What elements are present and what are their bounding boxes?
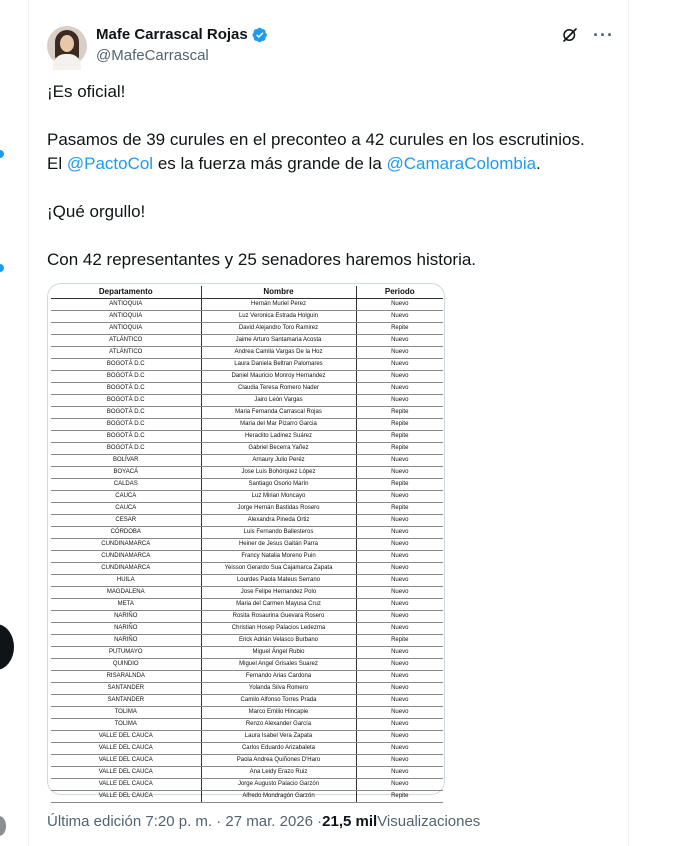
name-cell: Jorge Hernán Bastidas Rosero	[201, 502, 356, 514]
department-cell: ANTIOQUIA	[51, 298, 201, 310]
department-cell: NARIÑO	[51, 622, 201, 634]
period-cell: Nuevo	[356, 754, 443, 766]
period-cell: Nuevo	[356, 454, 443, 466]
period-cell: Nuevo	[356, 778, 443, 790]
period-cell: Repite	[356, 790, 443, 802]
department-cell: ANTIOQUIA	[51, 310, 201, 322]
department-cell: CUNDINAMARCA	[51, 562, 201, 574]
period-cell: Nuevo	[356, 394, 443, 406]
department-cell: BOLÍVAR	[51, 454, 201, 466]
period-cell: Nuevo	[356, 550, 443, 562]
name-cell: Heraclito Ladinez Suárez	[201, 430, 356, 442]
table-row	[51, 478, 443, 490]
tweet-actions-top	[561, 26, 614, 44]
name-cell: Miguel Angel Grisales Suarez	[201, 658, 356, 670]
department-cell: CÓRDOBA	[51, 526, 201, 538]
tweet-line: Con 42 representantes y 25 senadores haremos historia.	[47, 250, 477, 269]
table-row	[51, 358, 443, 370]
table-row	[51, 646, 443, 658]
representatives-table	[51, 286, 443, 803]
table-row	[51, 382, 443, 394]
name-cell: Alfredo Mondragón Garzón	[201, 790, 356, 802]
department-cell: VALLE DEL CAUCA	[51, 742, 201, 754]
period-cell: Nuevo	[356, 562, 443, 574]
period-cell: Nuevo	[356, 766, 443, 778]
column-header: Nombre	[201, 286, 356, 298]
table-row	[51, 442, 443, 454]
department-cell: CAUCA	[51, 490, 201, 502]
more-options-icon[interactable]: ···	[593, 25, 614, 45]
name-cell: Heiner de Jesus Gaitán Parra	[201, 538, 356, 550]
department-cell: VALLE DEL CAUCA	[51, 754, 201, 766]
table-row	[51, 778, 443, 790]
name-cell: Luz Mirian Moncayo	[201, 490, 356, 502]
column-header: Periodo	[356, 286, 443, 298]
table-row	[51, 694, 443, 706]
tweet-image[interactable]	[47, 283, 445, 799]
name-cell: Jose Luis Bohórquez López	[201, 466, 356, 478]
period-cell: Nuevo	[356, 526, 443, 538]
table-row	[51, 394, 443, 406]
period-cell: Repite	[356, 322, 443, 334]
department-cell: BOGOTÁ D.C	[51, 406, 201, 418]
table-row	[51, 730, 443, 742]
period-cell: Nuevo	[356, 670, 443, 682]
name-cell: Luz Veronica Estrada Holguin	[201, 310, 356, 322]
name-cell: Daniel Mauricio Monroy Hernandez	[201, 370, 356, 382]
table-row	[51, 406, 443, 418]
name-cell: Alexandra Pineda Ortiz	[201, 514, 356, 526]
department-cell: CESAR	[51, 514, 201, 526]
period-cell: Nuevo	[356, 610, 443, 622]
tweet-line	[47, 152, 607, 176]
tweet-text	[47, 80, 607, 272]
table-row	[51, 718, 443, 730]
period-cell: Repite	[356, 634, 443, 646]
table-row	[51, 706, 443, 718]
name-cell: Arnaury Julio Peréz	[201, 454, 356, 466]
period-cell: Nuevo	[356, 514, 443, 526]
table-row	[51, 742, 443, 754]
table-row	[51, 574, 443, 586]
period-cell: Nuevo	[356, 346, 443, 358]
period-cell: Nuevo	[356, 718, 443, 730]
author-avatar[interactable]	[47, 26, 87, 66]
name-cell: Santiago Osorio Marín	[201, 478, 356, 490]
period-cell: Nuevo	[356, 646, 443, 658]
notification-dot	[0, 264, 4, 272]
name-cell: Maria Fernanda Carrascal Rojas	[201, 406, 356, 418]
table-row	[51, 670, 443, 682]
department-cell: NARIÑO	[51, 634, 201, 646]
period-cell: Nuevo	[356, 358, 443, 370]
name-cell: Jaime Arturo Santamaria Acosta	[201, 334, 356, 346]
name-cell: Renzo Alexander García	[201, 718, 356, 730]
tweet-line: Pasamos de 39 curules en el preconteo a 42 curules en los escrutinios.	[47, 130, 585, 149]
period-cell: Nuevo	[356, 658, 443, 670]
table-row	[51, 334, 443, 346]
tweet-timestamp[interactable]: Última edición 7:20 p. m. · 27 mar. 2026 ·	[47, 813, 323, 830]
period-cell: Repite	[356, 442, 443, 454]
compose-button[interactable]	[0, 624, 14, 670]
department-cell: BOGOTÁ D.C	[51, 382, 201, 394]
period-cell: Nuevo	[356, 742, 443, 754]
department-cell: ATLÁNTICO	[51, 334, 201, 346]
author-name-row	[96, 26, 268, 43]
name-cell: Laura Daniela Beltran Palomares	[201, 358, 356, 370]
period-cell: Nuevo	[356, 682, 443, 694]
table-row	[51, 298, 443, 310]
department-cell: TOLIMA	[51, 718, 201, 730]
views-count: 21,5 mil	[322, 813, 378, 830]
table-row	[51, 658, 443, 670]
table-row	[51, 538, 443, 550]
name-cell: Jorge Augusto Palacio Garzón	[201, 778, 356, 790]
name-cell: Luis Fernando Ballesteros	[201, 526, 356, 538]
department-cell: TOLIMA	[51, 706, 201, 718]
table-row	[51, 346, 443, 358]
account-avatar[interactable]	[0, 816, 6, 836]
table-row	[51, 562, 443, 574]
text-fragment: es la fuerza más grande de la	[153, 154, 387, 173]
author-display-name[interactable]: Mafe Carrascal Rojas	[96, 26, 248, 43]
tweet-footer	[47, 813, 480, 830]
department-cell: CUNDINAMARCA	[51, 550, 201, 562]
table-row	[51, 586, 443, 598]
table-row	[51, 310, 443, 322]
name-cell: Miguel Ángel Rubio	[201, 646, 356, 658]
department-cell: BOGOTÁ D.C	[51, 430, 201, 442]
name-cell: Maria del Mar Pizarro Garcia	[201, 418, 356, 430]
name-cell: Marco Emilio Hincapie	[201, 706, 356, 718]
period-cell: Nuevo	[356, 370, 443, 382]
name-cell: Gabriel Becerra Yañez	[201, 442, 356, 454]
department-cell: NARIÑO	[51, 610, 201, 622]
department-cell: BOGOTÁ D.C	[51, 358, 201, 370]
period-cell: Nuevo	[356, 538, 443, 550]
department-cell: BOGOTÁ D.C	[51, 370, 201, 382]
department-cell: BOGOTÁ D.C	[51, 418, 201, 430]
table-row	[51, 418, 443, 430]
table-row	[51, 514, 443, 526]
table-row	[51, 610, 443, 622]
department-cell: ATLÁNTICO	[51, 346, 201, 358]
period-cell: Nuevo	[356, 298, 443, 310]
department-cell: META	[51, 598, 201, 610]
department-cell: BOYACÁ	[51, 466, 201, 478]
table-row	[51, 790, 443, 802]
name-cell: Jose Felipe Hernandez Polo	[201, 586, 356, 598]
department-cell: HUILA	[51, 574, 201, 586]
name-cell: Lourdes Paola Mateus Serrano	[201, 574, 356, 586]
period-cell: Repite	[356, 430, 443, 442]
notification-dot	[0, 150, 4, 158]
department-cell: ANTIOQUIA	[51, 322, 201, 334]
column-header: Departamento	[51, 286, 201, 298]
department-cell: PUTUMAYO	[51, 646, 201, 658]
name-cell: Hernán Muriel Perez	[201, 298, 356, 310]
text-fragment: El	[47, 154, 67, 173]
table-row	[51, 634, 443, 646]
name-cell: Fernando Arias Cardona	[201, 670, 356, 682]
mention-link[interactable]: @CamaraColombia	[386, 154, 537, 173]
period-cell: Nuevo	[356, 310, 443, 322]
name-cell: Francy Natalia Moreno Puin	[201, 550, 356, 562]
department-cell: BOGOTÁ D.C	[51, 394, 201, 406]
table-row	[51, 754, 443, 766]
table-header-row	[51, 286, 443, 298]
table-row	[51, 454, 443, 466]
table-row	[51, 322, 443, 334]
name-cell: David Alejandro Toro Ramirez	[201, 322, 356, 334]
period-cell: Nuevo	[356, 334, 443, 346]
name-cell: Paola Andrea Quiñones D'Haro	[201, 754, 356, 766]
department-cell: RISARALNDA	[51, 670, 201, 682]
department-cell: VALLE DEL CAUCA	[51, 790, 201, 802]
period-cell: Nuevo	[356, 706, 443, 718]
name-cell: Yeisson Gerardo Sua Cajamarca Zapata	[201, 562, 356, 574]
verified-badge-icon[interactable]	[252, 27, 268, 43]
table-row	[51, 682, 443, 694]
name-cell: Maria del Carmen Mayusa Cruz	[201, 598, 356, 610]
name-cell: Ana Leidy Erazo Ruiz	[201, 766, 356, 778]
department-cell: CUNDINAMARCA	[51, 538, 201, 550]
mention-link[interactable]: @PactoCol	[66, 154, 154, 173]
table-row	[51, 526, 443, 538]
table-row	[51, 490, 443, 502]
name-cell: Carlos Eduardo Arizabaleta	[201, 742, 356, 754]
name-cell: Claudia Teresa Romero Nader	[201, 382, 356, 394]
period-cell: Nuevo	[356, 382, 443, 394]
grok-icon[interactable]	[561, 26, 579, 44]
period-cell: Repite	[356, 502, 443, 514]
department-cell: VALLE DEL CAUCA	[51, 766, 201, 778]
period-cell: Repite	[356, 478, 443, 490]
table-row	[51, 370, 443, 382]
name-cell: Laura Isabel Vera Zapata	[201, 730, 356, 742]
period-cell: Nuevo	[356, 466, 443, 478]
period-cell: Repite	[356, 418, 443, 430]
period-cell: Nuevo	[356, 490, 443, 502]
period-cell: Repite	[356, 406, 443, 418]
left-sidebar-rail	[0, 0, 30, 846]
period-cell: Nuevo	[356, 694, 443, 706]
department-cell: CALDAS	[51, 478, 201, 490]
period-cell: Nuevo	[356, 574, 443, 586]
department-cell: SANTANDER	[51, 694, 201, 706]
table-row	[51, 502, 443, 514]
department-cell: VALLE DEL CAUCA	[51, 730, 201, 742]
views-label: Visualizaciones	[377, 813, 481, 830]
department-cell: CAUCA	[51, 502, 201, 514]
name-cell: Andrea Camila Vargas De la Hoz	[201, 346, 356, 358]
text-fragment: .	[536, 154, 541, 173]
department-cell: MAGDALENA	[51, 586, 201, 598]
author-handle[interactable]: @MafeCarrascal	[96, 47, 209, 64]
name-cell: Erick Adrián Velasco Burbano	[201, 634, 356, 646]
period-cell: Nuevo	[356, 586, 443, 598]
table-row	[51, 550, 443, 562]
period-cell: Nuevo	[356, 598, 443, 610]
period-cell: Nuevo	[356, 730, 443, 742]
name-cell: Christian Hosep Palacios Ledezma	[201, 622, 356, 634]
tweet	[29, 0, 628, 846]
table-row	[51, 622, 443, 634]
timeline-right-border	[628, 0, 629, 846]
table-row	[51, 766, 443, 778]
name-cell: Jairo León Vargas	[201, 394, 356, 406]
period-cell: Nuevo	[356, 622, 443, 634]
tweet-line: ¡Es oficial!	[47, 82, 126, 101]
department-cell: VALLE DEL CAUCA	[51, 778, 201, 790]
table-row	[51, 430, 443, 442]
tweet-line: ¡Qué orgullo!	[47, 202, 146, 221]
table-row	[51, 598, 443, 610]
name-cell: Camilo Alfonso Torres Prada	[201, 694, 356, 706]
table-row	[51, 466, 443, 478]
table-body	[51, 298, 443, 802]
department-cell: QUINDIO	[51, 658, 201, 670]
name-cell: Rosita Rosaurina Guevara Rosero	[201, 610, 356, 622]
department-cell: SANTANDER	[51, 682, 201, 694]
name-cell: Yolanda Silva Romero	[201, 682, 356, 694]
department-cell: BOGOTÁ D.C	[51, 442, 201, 454]
